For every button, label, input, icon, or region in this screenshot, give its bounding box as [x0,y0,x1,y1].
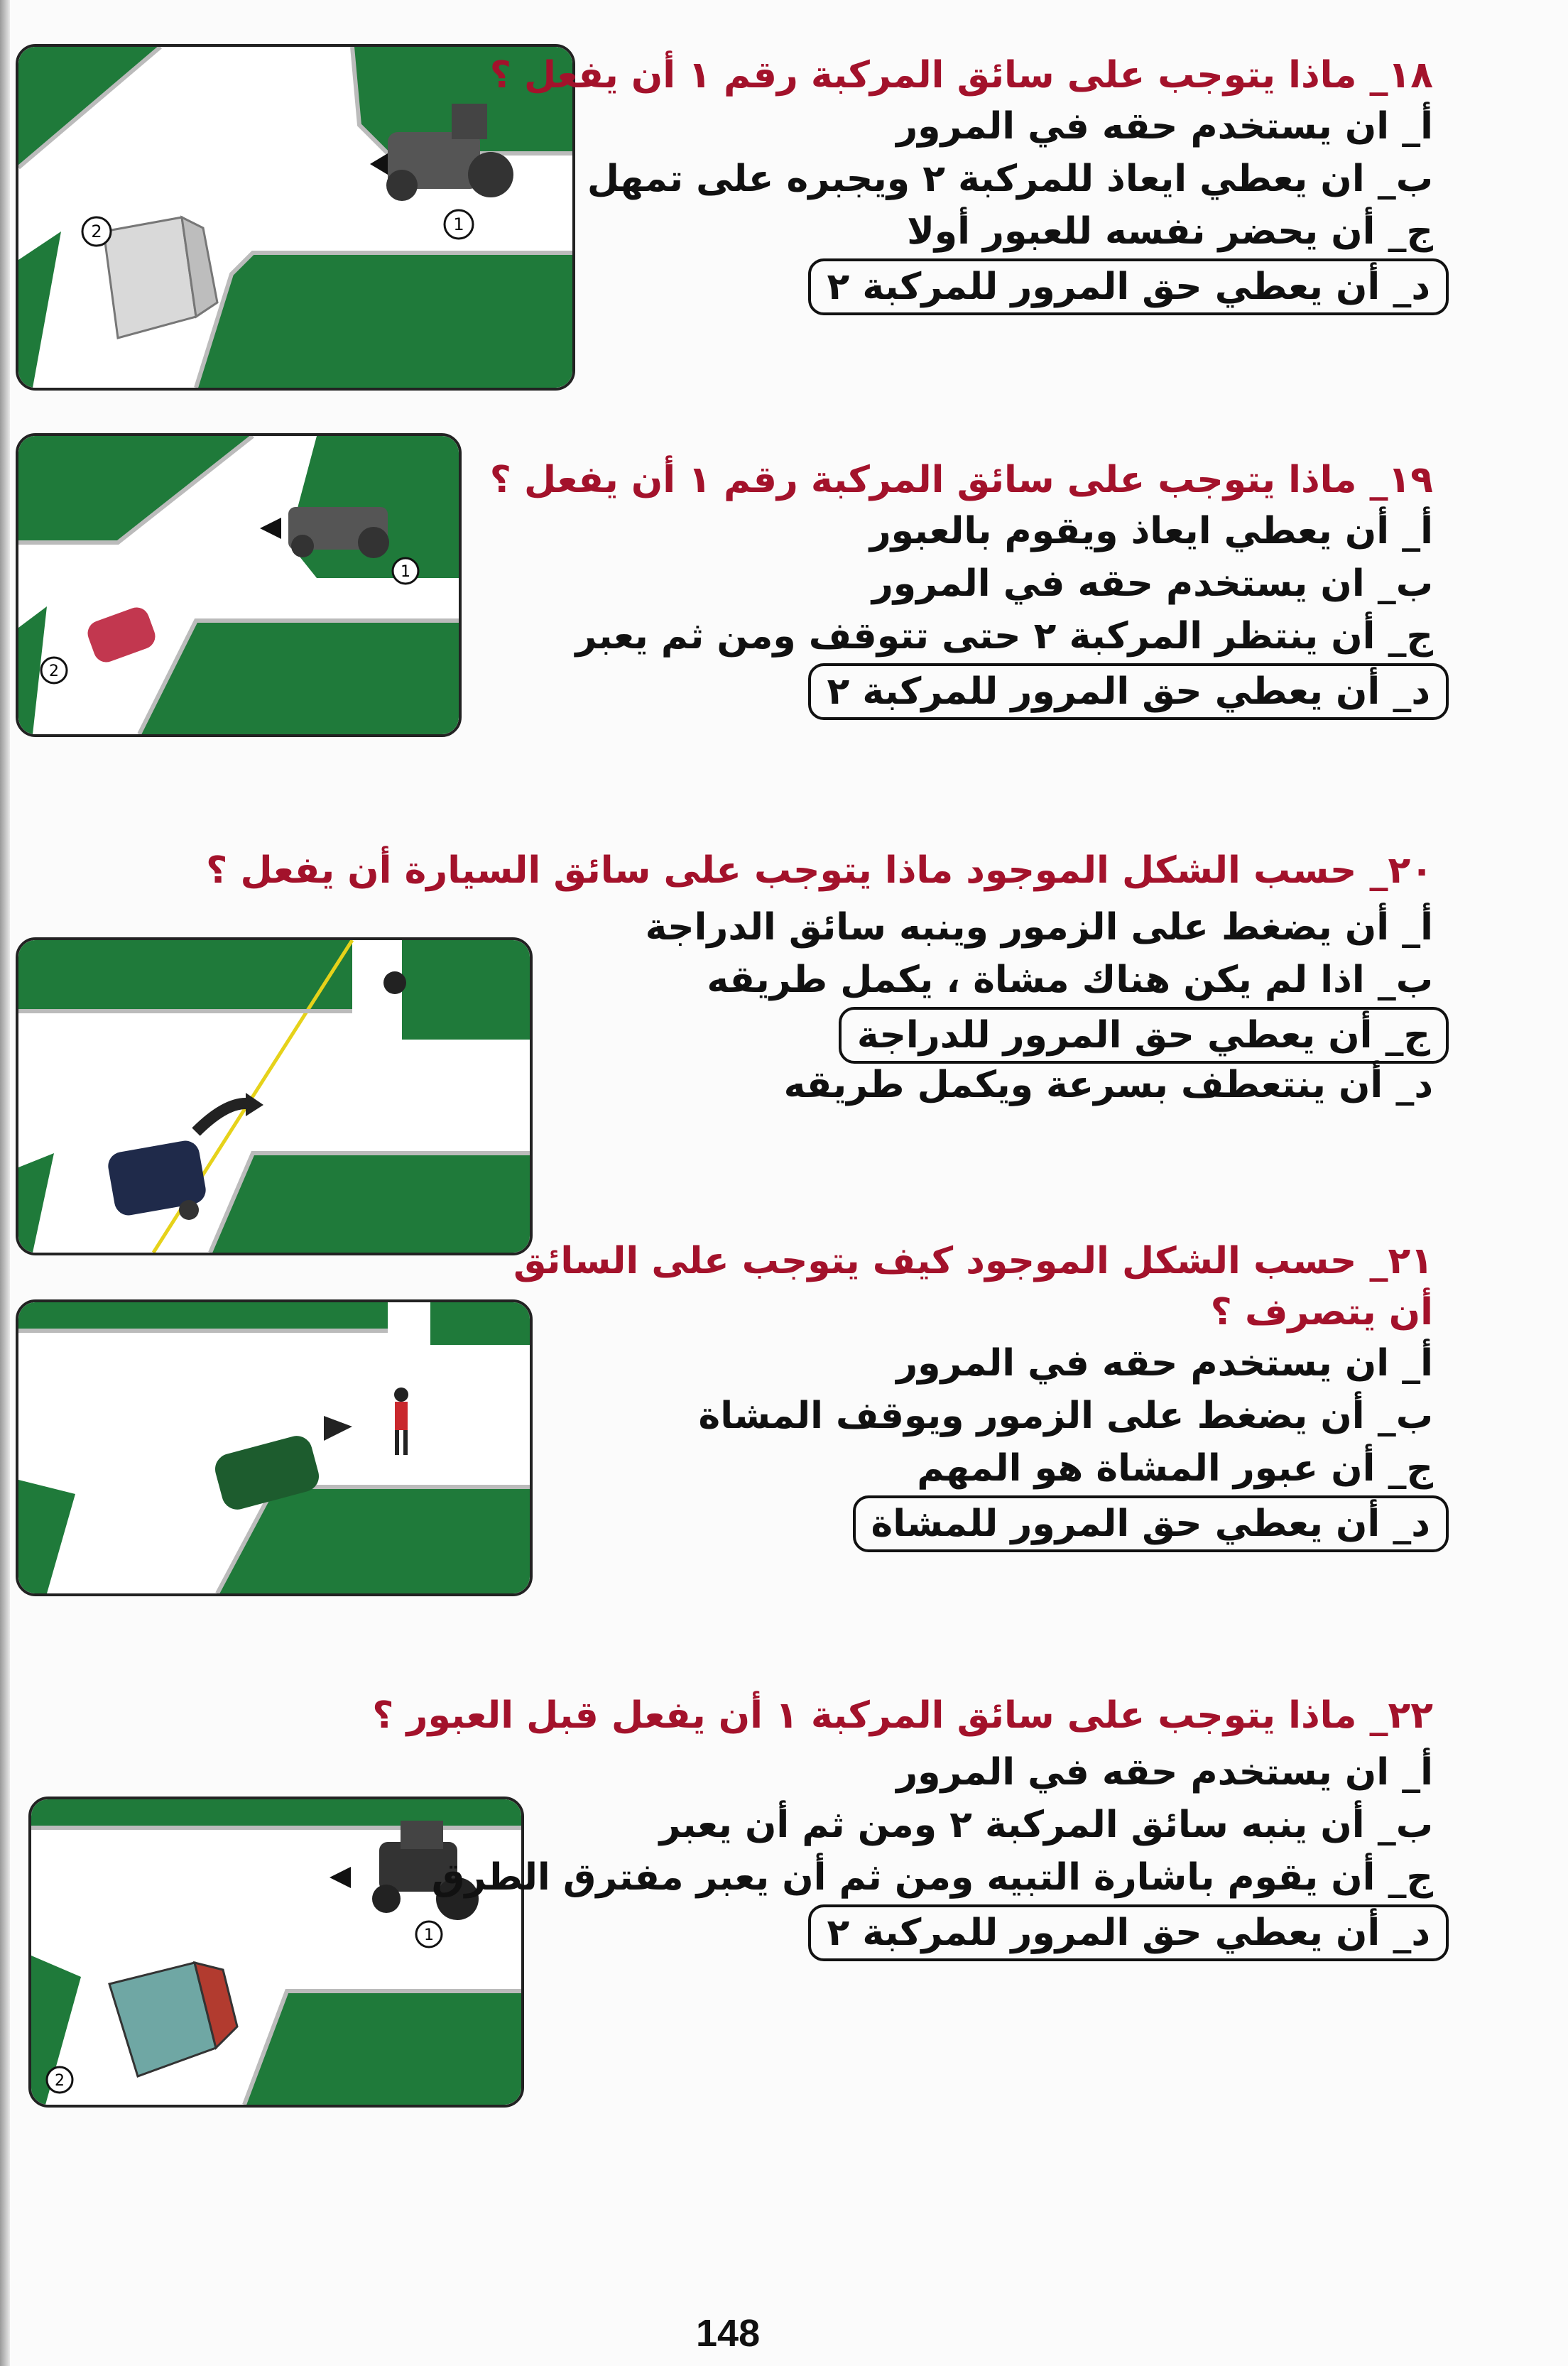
option-a: أ_ ان يستخدم حقه في المرور [896,1342,1433,1385]
figure-q21 [16,1299,533,1596]
question-title: ٢١_ حسب الشكل الموجود كيف يتوجب على السائق أن يتصرف ؟ [513,1240,1433,1334]
question-18 [481,50,1433,311]
question-21 [481,1236,1433,1548]
option-b: ب_ ان يستخدم حقه في المرور [871,562,1433,605]
option-c: ج_ أن يقوم باشارة التبيه ومن ثم أن يعبر مفترق الطرق [431,1856,1433,1899]
figure-label-2: 2 [55,2072,65,2090]
figure-label-1: 1 [453,214,464,234]
question-19 [481,454,1433,716]
option-a: أ_ أن يعطي ايعاذ ويقوم بالعبور [869,510,1433,552]
option-a: أ_ ان يستخدم حقه في المرور [896,1751,1433,1794]
figure-label-1: 1 [424,1926,434,1944]
option-b: ب_ ان يعطي ايعاذ للمركبة ٢ ويجبره على تمهل [587,158,1433,200]
option-d-circled-answer: د_ أن يعطي حق المرور للمركبة ٢ [808,663,1449,720]
figure-q22 [28,1797,524,2108]
option-a: أ_ أن يضغط على الزمور وينبه سائق الدراجة [645,906,1433,949]
option-b: ب_ أن يضغط على الزمور ويوقف المشاة [698,1395,1433,1437]
page-number: 148 [696,2312,761,2355]
question-22-options [431,1747,1433,1957]
question-title: ١٩_ ماذا يتوجب على سائق المركبة رقم ١ أن يفعل ؟ [489,459,1433,501]
question-20 [155,845,1433,896]
option-d-circled-answer: د_ أن يعطي حق المرور للمشاة [853,1495,1449,1552]
question-20-options [481,902,1433,1112]
option-b: ب_ اذا لم يكن هناك مشاة ، يكمل طريقه [707,959,1433,1001]
option-d-circled-answer: د_ أن يعطي حق المرور للمركبة ٢ [808,1904,1449,1961]
figure-label-2: 2 [49,663,59,680]
book-spine-shadow [0,0,10,2366]
option-d: د_ أن ينتعطف بسرعة ويكمل طريقه [783,1064,1433,1106]
option-c-circled-answer: ج_ أن يعطي حق المرور للدراجة [839,1007,1449,1064]
option-b: ب_ أن ينبه سائق المركبة ٢ ومن ثم أن يعبر [659,1804,1433,1846]
question-title: ١٨_ ماذا يتوجب على سائق المركبة رقم ١ أن يفعل ؟ [489,54,1433,97]
option-c: ج_ أن يحضر نفسه للعبور أولا [907,210,1433,253]
question-22 [297,1690,1433,1741]
option-c: ج_ أن عبور المشاة هو المهم [917,1447,1433,1490]
option-c: ج_ أن ينتظر المركبة ٢ حتى تتوقف ومن ثم يعبر [575,615,1433,658]
figure-label-2: 2 [91,222,102,241]
figure-q20 [16,937,533,1255]
figure-q19 [16,433,462,737]
figure-label-1: 1 [401,563,410,581]
option-d-circled-answer: د_ أن يعطي حق المرور للمركبة ٢ [808,258,1449,315]
question-title: ٢٠_ حسب الشكل الموجود ماذا يتوجب على سائق السيارة أن يفعل ؟ [206,849,1433,892]
question-title: ٢٢_ ماذا يتوجب على سائق المركبة ١ أن يفعل قبل العبور ؟ [372,1694,1433,1737]
option-a: أ_ ان يستخدم حقه في المرور [896,105,1433,148]
